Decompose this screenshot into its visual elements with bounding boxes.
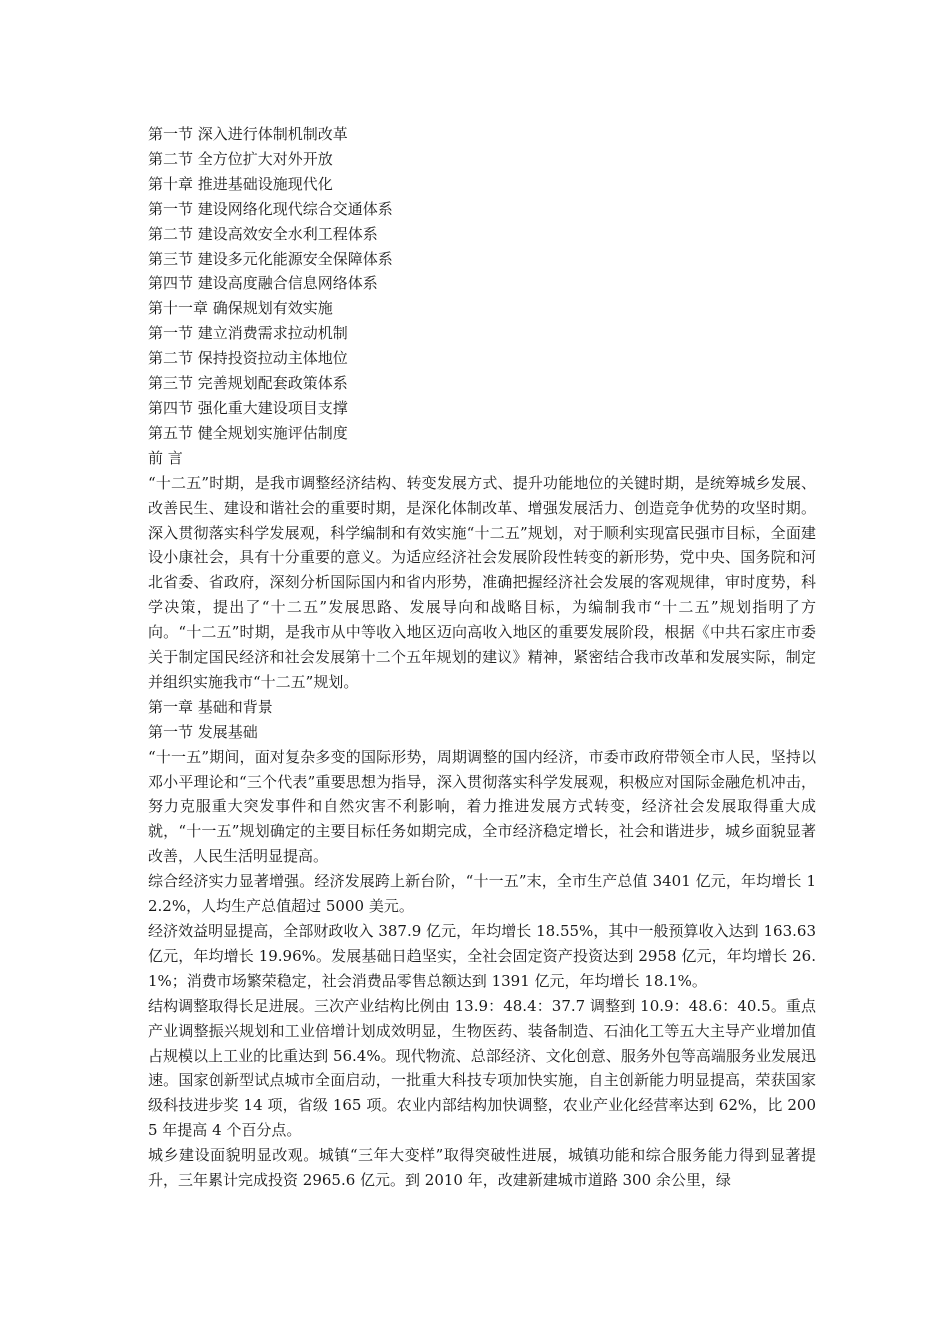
toc-item: 第五节 健全规划实施评估制度 bbox=[148, 423, 348, 442]
body-paragraph: 结构调整取得长足进展。三次产业结构比例由 13.9：48.4：37.7 调整到 10.9：48.6：40.5。重点产业调整振兴规划和工业倍增计划成效明显，生物医药、装备制造、石油化工等五大主导产业增加值占规模以上工业的比重达到 56.4%。现代物流、总部经济、文化创意、服务外包等高端服务业发展迅速。国家创新型试点城市全面启动，一批重大科技专项加快实施，自主创新能力明显提高，荣获国家级科技进步奖 14 项，省级 165 项。农业内部结构加快调整，农业产业化经营率达到 62%，比 2005 年提高 4 个百分点。 bbox=[148, 996, 816, 1140]
body-paragraph: 城乡建设面貌明显改观。城镇“三年大变样”取得突破性进展，城镇功能和综合服务能力得到显著提升，三年累计完成投资 2965.6 亿元。到 2010 年，改建新建城市道路 300 余公里，绿 bbox=[148, 1146, 816, 1190]
toc-item: 第三节 建设多元化能源安全保障体系 bbox=[148, 249, 393, 268]
toc-item: 第二节 保持投资拉动主体地位 bbox=[148, 349, 348, 368]
table-of-contents bbox=[148, 122, 816, 446]
body-paragraph: 综合经济实力显著增强。经济发展跨上新台阶，“十一五”末，全市生产总值 3401 亿元，年均增长 12.2%，人均生产总值超过 5000 美元。 bbox=[148, 872, 816, 916]
toc-item: 第十一章 确保规划有效实施 bbox=[148, 299, 333, 318]
body-paragraph: “十一五”期间，面对复杂多变的国际形势，周期调整的国内经济，市委市政府带领全市人民，坚持以邓小平理论和“三个代表”重要思想为指导，深入贯彻落实科学发展观，积极应对国际金融危机冲击，努力克服重大突发事件和自然灾害不利影响，着力推进发展方式转变，经济社会发展取得重大成就，“十一五”规划确定的主要目标任务如期完成，全市经济稳定增长，社会和谐进步，城乡面貌显著改善，人民生活明显提高。 bbox=[148, 747, 816, 866]
toc-item: 第四节 强化重大建设项目支撑 bbox=[148, 398, 348, 417]
section-heading: 第一节 发展基础 bbox=[148, 722, 258, 741]
toc-item: 第二节 全方位扩大对外开放 bbox=[148, 149, 333, 168]
toc-item: 第十章 推进基础设施现代化 bbox=[148, 174, 333, 193]
toc-item: 第一节 建立消费需求拉动机制 bbox=[148, 324, 348, 343]
toc-item: 第二节 建设高效安全水利工程体系 bbox=[148, 224, 378, 243]
chapter-heading: 第一章 基础和背景 bbox=[148, 697, 273, 716]
preface-paragraph: “十二五”时期，是我市调整经济结构、转变发展方式、提升功能地位的关键时期，是统筹城乡发展、改善民生、建设和谐社会的重要时期，是深化体制改革、增强发展活力、创造竞争优势的攻坚时期。深入贯彻落实科学发展观，科学编制和有效实施“十二五”规划，对于顺利实现富民强市目标，全面建设小康社会，具有十分重要的意义。为适应经济社会发展阶段性转变的新形势，党中央、国务院和河北省委、省政府，深刻分析国际国内和省内形势，准确把握经济社会发展的客观规律，审时度势，科学决策，提出了“十二五”发展思路、发展导向和战略目标，为编制我市“十二五”规划指明了方向。“十二五”时期，是我市从中等收入地区迈向高收入地区的重要发展阶段，根据《中共石家庄市委关于制定国民经济和社会发展第十二个五年规划的建议》精神，紧密结合我市改革和发展实际，制定并组织实施我市“十二五”规划。 bbox=[148, 473, 816, 691]
toc-item: 第一节 建设网络化现代综合交通体系 bbox=[148, 199, 393, 218]
toc-item: 第一节 深入进行体制机制改革 bbox=[148, 125, 348, 143]
document-page bbox=[148, 122, 816, 1193]
preface-heading: 前 言 bbox=[148, 448, 183, 467]
toc-item: 第四节 建设高度融合信息网络体系 bbox=[148, 274, 378, 293]
toc-item: 第三节 完善规划配套政策体系 bbox=[148, 374, 348, 393]
body-paragraph: 经济效益明显提高，全部财政收入 387.9 亿元，年均增长 18.55%，其中一般预算收入达到 163.63 亿元，年均增长 19.96%。发展基础日趋坚实，全社会固定资产投资达到 2958 亿元，年均增长 26.1%；消费市场繁荣稳定，社会消费品零售总额达到 1391 亿元，年均增长 18.1%。 bbox=[148, 922, 816, 990]
